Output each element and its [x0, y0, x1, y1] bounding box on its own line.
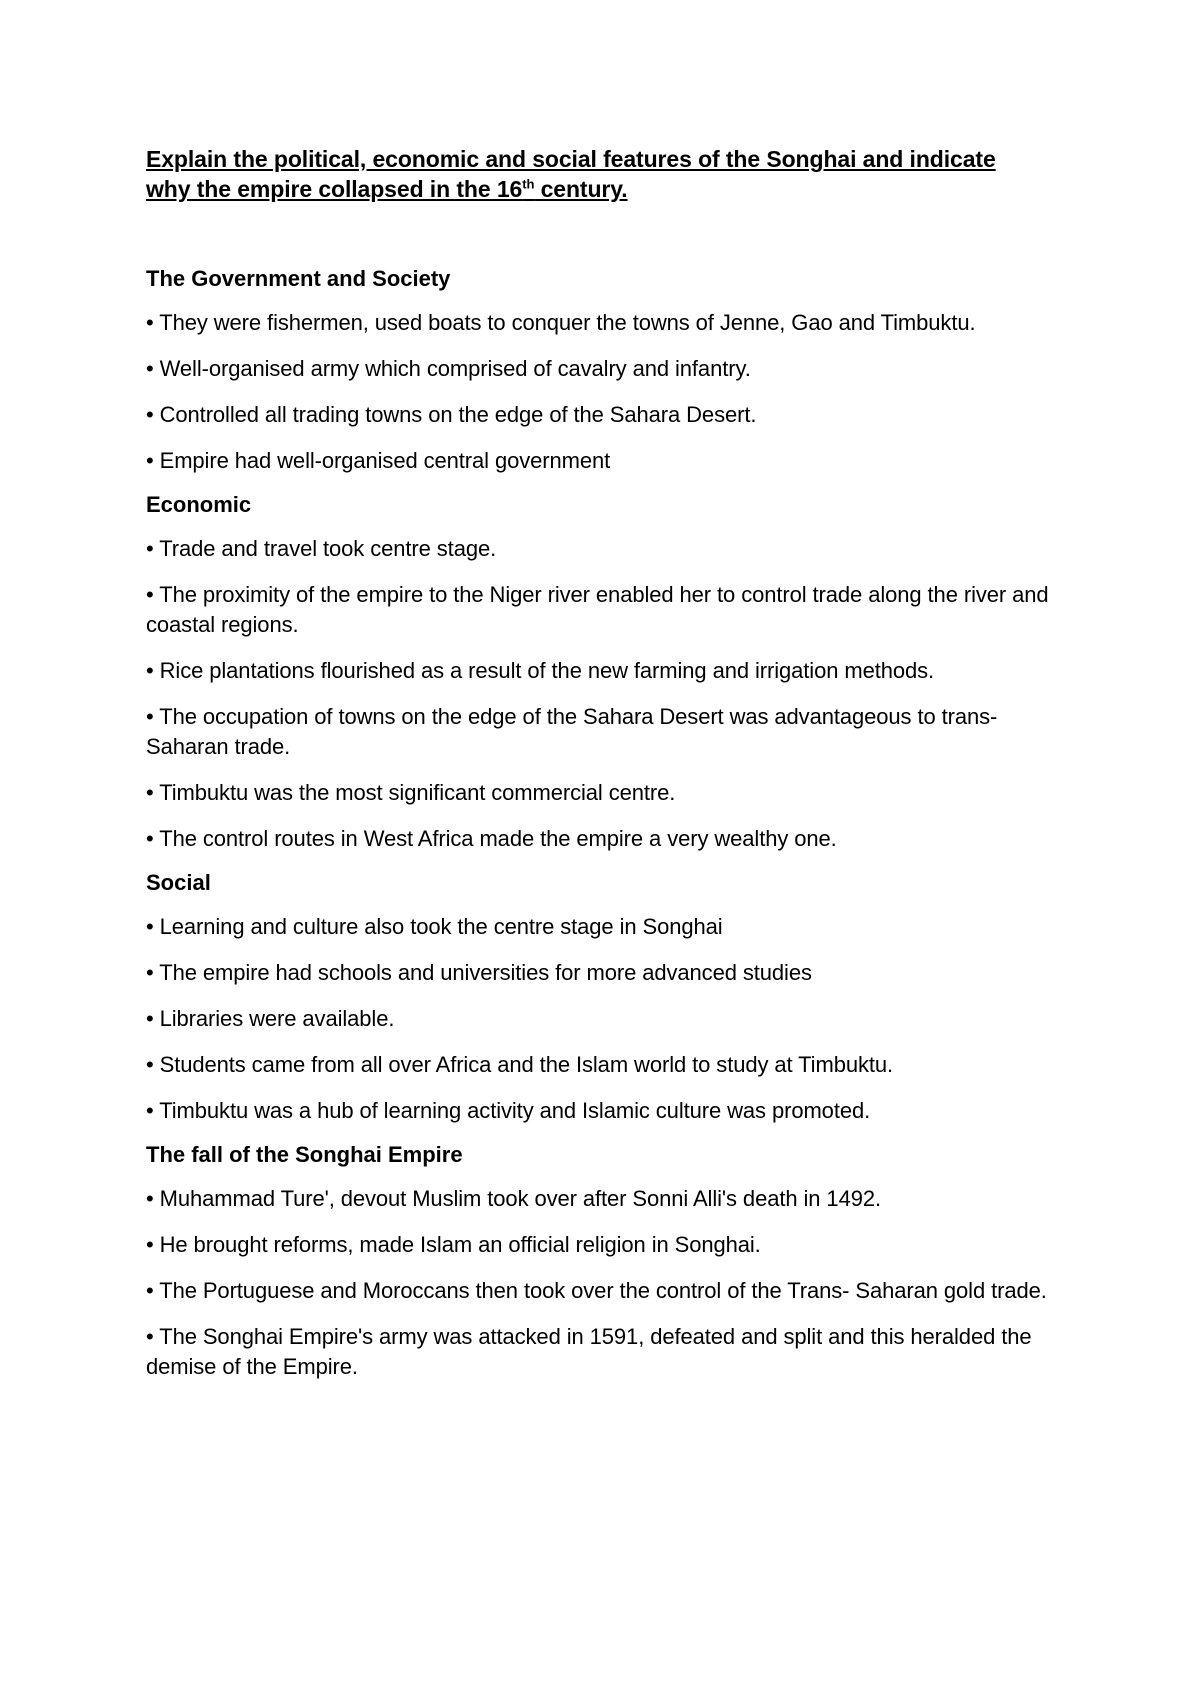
bullet-icon: •	[146, 536, 154, 561]
list-item	[146, 446, 1066, 476]
bullet-icon: •	[146, 704, 154, 729]
title-line-1: Explain the political, economic and social features of the Songhai and indicate	[146, 146, 996, 172]
bullet-icon: •	[146, 402, 154, 427]
title-line-2-end: century.	[534, 176, 628, 202]
list-item	[146, 1322, 1066, 1382]
bullet-icon: •	[146, 582, 154, 607]
list-item-text: Controlled all trading towns on the edge of the Sahara Desert.	[159, 402, 757, 427]
list-item-text: The occupation of towns on the edge of the Sahara Desert was advantageous to trans-Saharan trade.	[146, 704, 998, 759]
list-item-text: The empire had schools and universities for more advanced studies	[159, 960, 812, 985]
list-item	[146, 400, 1066, 430]
title-superscript: th	[522, 176, 535, 192]
bullet-icon: •	[146, 310, 154, 335]
list-item-text: Empire had well-organised central government	[159, 448, 611, 473]
list-item-text: Muhammad Ture', devout Muslim took over after Sonni Alli's death in 1492.	[159, 1186, 881, 1211]
list-item-text: The Songhai Empire's army was attacked in 1591, defeated and split and this heralded the demise of the Empire.	[146, 1324, 1032, 1379]
bullet-icon: •	[146, 658, 154, 683]
list-item-text: Well-organised army which comprised of cavalry and infantry.	[159, 356, 751, 381]
section-heading: The fall of the Songhai Empire	[146, 1142, 463, 1167]
list-item-text: Timbuktu was the most significant commercial centre.	[159, 780, 676, 805]
list-item-text: Rice plantations flourished as a result of the new farming and irrigation methods.	[159, 658, 935, 683]
list-item	[146, 1276, 1066, 1306]
list-item-text: Learning and culture also took the centre stage in Songhai	[159, 914, 723, 939]
list-item	[146, 656, 1066, 686]
list-item-text: Libraries were available.	[159, 1006, 395, 1031]
list-item	[146, 308, 1066, 338]
bullet-icon: •	[146, 1232, 154, 1257]
list-item	[146, 1230, 1066, 1260]
list-item	[146, 702, 1066, 762]
list-item	[146, 1004, 1066, 1034]
list-item	[146, 958, 1066, 988]
list-item-text: He brought reforms, made Islam an official religion in Songhai.	[159, 1232, 761, 1257]
list-item	[146, 580, 1066, 640]
bullet-icon: •	[146, 960, 154, 985]
bullet-icon: •	[146, 1324, 154, 1349]
list-item	[146, 1050, 1066, 1080]
bullet-icon: •	[146, 448, 154, 473]
bullet-icon: •	[146, 780, 154, 805]
list-item-text: Timbuktu was a hub of learning activity and Islamic culture was promoted.	[159, 1098, 871, 1123]
bullet-icon: •	[146, 1186, 154, 1211]
section-heading: Economic	[146, 492, 252, 517]
list-item	[146, 1096, 1066, 1126]
section-heading: The Government and Society	[146, 266, 451, 291]
list-item	[146, 1184, 1066, 1214]
list-item-text: They were fishermen, used boats to conquer the towns of Jenne, Gao and Timbuktu.	[159, 310, 976, 335]
list-item	[146, 778, 1066, 808]
section-social	[146, 868, 1066, 1126]
document-page	[146, 144, 1066, 1382]
list-item	[146, 912, 1066, 942]
list-item-text: Students came from all over Africa and the Islam world to study at Timbuktu.	[159, 1052, 894, 1077]
bullet-icon: •	[146, 1278, 154, 1303]
list-item-text: The control routes in West Africa made the empire a very wealthy one.	[159, 826, 837, 851]
section-heading: Social	[146, 870, 211, 895]
title-line-2: why the empire collapsed in the 16	[146, 176, 523, 202]
document-title	[146, 144, 1066, 204]
bullet-icon: •	[146, 1098, 154, 1123]
bullet-icon: •	[146, 914, 154, 939]
list-item-text: The Portuguese and Moroccans then took over the control of the Trans- Saharan gold trade.	[159, 1278, 1047, 1303]
list-item	[146, 824, 1066, 854]
section-fall-of-empire	[146, 1140, 1066, 1382]
list-item	[146, 534, 1066, 564]
list-item	[146, 354, 1066, 384]
bullet-icon: •	[146, 356, 154, 381]
bullet-icon: •	[146, 1006, 154, 1031]
bullet-icon: •	[146, 826, 154, 851]
section-government-society	[146, 264, 1066, 476]
section-economic	[146, 490, 1066, 854]
list-item-text: Trade and travel took centre stage.	[159, 536, 497, 561]
list-item-text: The proximity of the empire to the Niger river enabled her to control trade along the river and coastal regions.	[146, 582, 1049, 637]
bullet-icon: •	[146, 1052, 154, 1077]
